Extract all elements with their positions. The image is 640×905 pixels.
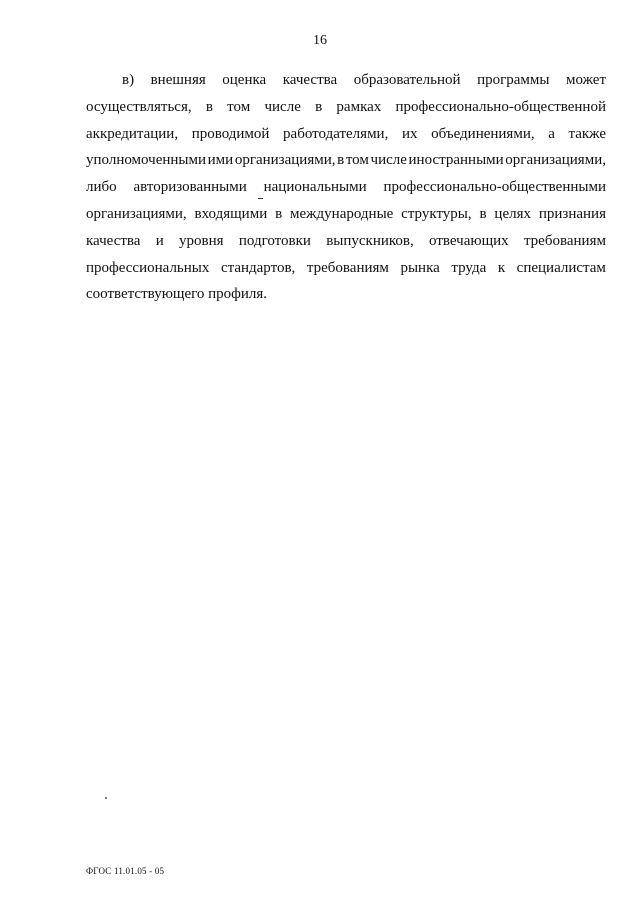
word: авторизованными [133, 179, 247, 196]
word: либо [86, 179, 117, 196]
word: стандартов, [220, 259, 296, 276]
word: работодателями, [283, 125, 389, 142]
word: в [315, 98, 323, 115]
word: и [155, 232, 164, 249]
word: отвечающих [429, 232, 509, 249]
paragraph-line [86, 67, 606, 94]
scan-mark [258, 198, 263, 199]
word: оценка [222, 72, 267, 88]
word: труда [451, 259, 487, 276]
document-footer-code: ФГОС 11.01.05 - 05 [86, 866, 165, 876]
word: образовательной [353, 72, 461, 88]
word: числе [264, 98, 301, 115]
word: их [401, 125, 418, 142]
paragraph-line [86, 281, 606, 308]
word: ими [207, 152, 234, 169]
word: в [205, 98, 213, 115]
paragraph-line [86, 147, 606, 174]
paragraph-line [86, 201, 606, 228]
paragraph-line [86, 174, 606, 201]
word: внешняя [150, 72, 206, 88]
word: может [566, 72, 606, 88]
word: аккредитации, [86, 125, 179, 142]
word: структуры, [401, 205, 472, 222]
word: признания [538, 205, 606, 222]
paragraph-body [86, 67, 606, 308]
page-number: 16 [313, 33, 327, 48]
word: числе [370, 152, 407, 169]
word: организациями, [505, 152, 606, 169]
word: профессионально-общественной [395, 98, 606, 115]
word: подготовки [238, 232, 311, 249]
word: иностранными [408, 152, 504, 169]
word: качества [282, 72, 338, 88]
word: к [497, 259, 506, 276]
word: осуществляться, [86, 98, 192, 115]
word: также [568, 125, 606, 142]
word: проводимой [191, 125, 270, 142]
word: целях [494, 205, 531, 222]
word: соответствующего профиля. [86, 286, 268, 303]
word: качества [86, 232, 141, 249]
word: в [337, 152, 345, 169]
word: уполномоченными [86, 152, 207, 169]
word: объединениями, [431, 125, 535, 142]
word: специалистам [516, 259, 606, 276]
paragraph-line [86, 121, 606, 148]
word: организациями, [86, 205, 187, 222]
paragraph-line [86, 228, 606, 255]
word: входящими [194, 205, 268, 222]
word: уровня [179, 232, 224, 249]
word: рамках [336, 98, 382, 115]
word: организациями, [234, 152, 336, 169]
word: а [548, 125, 555, 142]
paragraph-line [86, 94, 606, 121]
word: в) [122, 72, 135, 88]
word: том [345, 152, 369, 169]
paragraph-line [86, 255, 606, 282]
word: выпускников, [326, 232, 414, 249]
word: требованиям [306, 259, 389, 276]
word: требованиям [523, 232, 606, 249]
word: профессионально-общественными [383, 179, 606, 196]
scan-speck [105, 797, 107, 799]
word: национальными [263, 179, 367, 196]
word: в [479, 205, 487, 222]
word: программы [477, 72, 550, 88]
word: том [227, 98, 251, 115]
word: международные [290, 205, 394, 222]
word: профессиональных [86, 259, 210, 276]
word: в [275, 205, 283, 222]
word: рынка [400, 259, 440, 276]
